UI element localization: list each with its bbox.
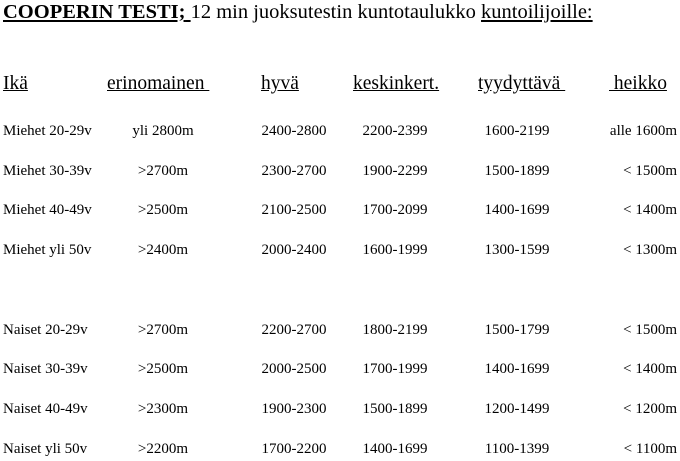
header-average: keskinkert. <box>353 73 440 94</box>
header-age: Ikä <box>3 73 28 94</box>
table-row-women-20-29 <box>0 322 680 342</box>
cell-good: 2100-2500 <box>261 202 327 218</box>
cell-good: 2000-2400 <box>261 242 327 258</box>
cell-weak: alle 1600m <box>609 123 677 139</box>
cell-average: 1600-1999 <box>362 242 428 258</box>
cell-good: 2400-2800 <box>261 123 327 139</box>
cell-average: 1900-2299 <box>362 163 428 179</box>
cell-age-group: Miehet yli 50v <box>3 242 92 258</box>
cell-excellent: >2700m <box>137 163 189 179</box>
cell-satisfactory: 1500-1899 <box>484 163 550 179</box>
header-excellent: erinomainen <box>107 73 210 94</box>
cell-age-group: Naiset 30-39v <box>3 361 88 377</box>
cell-good: 2000-2500 <box>261 361 327 377</box>
title-description: 12 min juoksutestin kuntotaulukko <box>190 1 482 23</box>
cell-age-group: Naiset yli 50v <box>3 441 88 457</box>
table-row-women-50-plus <box>0 441 680 461</box>
table-row-men-50-plus <box>0 242 680 262</box>
cell-age-group: Naiset 20-29v <box>3 322 88 338</box>
cell-satisfactory: 1100-1399 <box>484 441 550 457</box>
title-test-name: COOPERIN TESTI; <box>3 1 186 23</box>
cell-age-group: Naiset 40-49v <box>3 401 88 417</box>
cell-average: 1400-1699 <box>362 441 428 457</box>
cell-age-group: Miehet 20-29v <box>3 123 92 139</box>
cell-good: 1700-2200 <box>261 441 327 457</box>
cell-satisfactory: 1200-1499 <box>484 401 550 417</box>
cell-age-group: Miehet 30-39v <box>3 163 92 179</box>
cell-weak: < 1100m <box>623 441 677 457</box>
cell-weak: < 1500m <box>623 322 677 338</box>
cell-excellent: >2500m <box>137 361 189 377</box>
cell-average: 1800-2199 <box>362 322 428 338</box>
cell-satisfactory: 1300-1599 <box>484 242 550 258</box>
cell-weak: < 1300m <box>623 242 677 258</box>
cell-excellent: yli 2800m <box>132 123 194 139</box>
cell-weak: < 1200m <box>623 401 677 417</box>
cell-excellent: >2300m <box>137 401 189 417</box>
table-row-women-40-49 <box>0 401 680 421</box>
cell-average: 2200-2399 <box>362 123 428 139</box>
cell-age-group: Miehet 40-49v <box>3 202 92 218</box>
document-title <box>3 1 593 24</box>
cell-average: 1500-1899 <box>362 401 428 417</box>
table-row-men-30-39 <box>0 163 680 183</box>
cell-good: 1900-2300 <box>261 401 327 417</box>
cell-satisfactory: 1400-1699 <box>484 361 550 377</box>
table-row-women-30-39 <box>0 361 680 381</box>
cell-weak: < 1400m <box>623 202 677 218</box>
table-row-men-40-49 <box>0 202 680 222</box>
cell-excellent: >2700m <box>137 322 189 338</box>
header-satisfactory: tyydyttävä <box>478 73 566 94</box>
header-good: hyvä <box>261 73 299 94</box>
cell-satisfactory: 1500-1799 <box>484 322 550 338</box>
cell-good: 2300-2700 <box>261 163 327 179</box>
cell-satisfactory: 1400-1699 <box>484 202 550 218</box>
table-row-men-20-29 <box>0 123 680 143</box>
cell-excellent: >2200m <box>137 441 189 457</box>
cell-excellent: >2500m <box>137 202 189 218</box>
title-audience: kuntoilijoille: <box>481 1 593 23</box>
cell-average: 1700-2099 <box>362 202 428 218</box>
cell-weak: < 1500m <box>623 163 677 179</box>
cell-satisfactory: 1600-2199 <box>484 123 550 139</box>
cell-good: 2200-2700 <box>261 322 327 338</box>
cell-weak: < 1400m <box>623 361 677 377</box>
cell-excellent: >2400m <box>137 242 189 258</box>
header-weak: heikko <box>609 73 667 94</box>
cell-average: 1700-1999 <box>362 361 428 377</box>
